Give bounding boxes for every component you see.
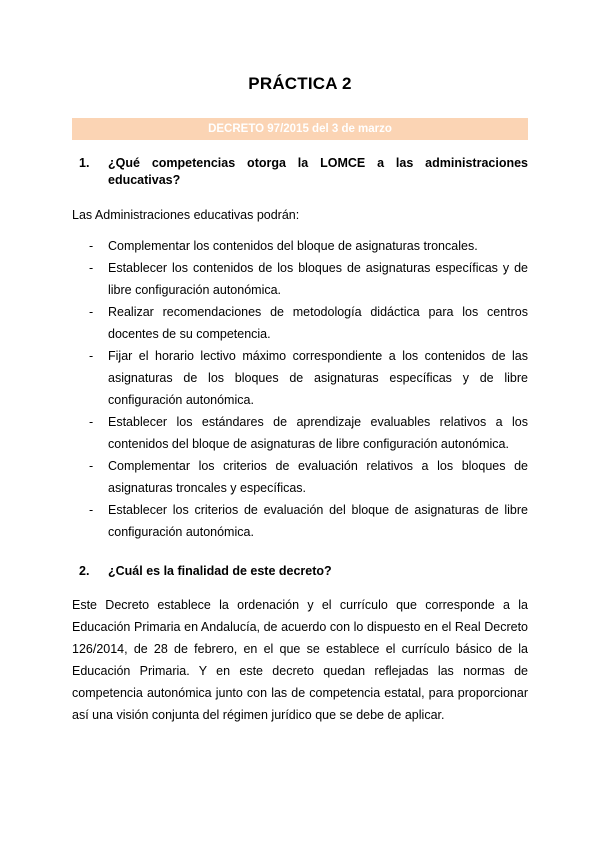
- bullet-dash: -: [89, 503, 94, 517]
- bullet-dash: -: [89, 261, 94, 275]
- list-item: [72, 301, 528, 345]
- list-item: [72, 499, 528, 543]
- list-item-text: Establecer los criterios de evaluación del bloque de asignaturas de libre configuración autonómica.: [108, 503, 528, 539]
- question-2-number: 2.: [79, 564, 90, 578]
- competencies-list: [72, 235, 528, 543]
- bullet-dash: -: [89, 349, 94, 363]
- intro-text: Las Administraciones educativas podrán:: [72, 208, 300, 222]
- bullet-dash: -: [89, 239, 94, 253]
- question-2: [72, 563, 528, 580]
- bullet-dash: -: [89, 305, 94, 319]
- list-item-text: Establecer los contenidos de los bloques de asignaturas específicas y de libre configuración autonómica.: [108, 261, 528, 297]
- decree-banner: DECRETO 97/2015 del 3 de marzo: [72, 118, 528, 140]
- answer-2-text: Este Decreto establece la ordenación y el currículo que corresponde a la Educación Primaria en Andalucía, de acuerdo con lo dispuesto en el Real Decreto 126/2014, de 28 de febrero, en el que se establece el currículo básico de la Educación Primaria. Y en este decreto quedan reflejadas las normas de competencia autonómica junto con las de competencia estatal, para proporcionar así una visión conjunta del régimen jurídico que se debe de aplicar.: [72, 598, 528, 722]
- question-1: [72, 155, 528, 189]
- question-1-text: ¿Qué competencias otorga la LOMCE a las administraciones educativas?: [108, 156, 528, 187]
- list-item: [72, 345, 528, 411]
- list-item-text: Complementar los criterios de evaluación relativos a los bloques de asignaturas troncales y específicas.: [108, 459, 528, 495]
- page-title: PRÁCTICA 2: [248, 74, 352, 93]
- bullet-dash: -: [89, 459, 94, 473]
- list-item-text: Realizar recomendaciones de metodología didáctica para los centros docentes de su competencia.: [108, 305, 528, 341]
- list-item-text: Fijar el horario lectivo máximo correspondiente a los contenidos de las asignaturas de los bloques de asignaturas específicas y de libre configuración autonómica.: [108, 349, 528, 407]
- list-item: [72, 235, 528, 257]
- list-item: [72, 257, 528, 301]
- list-item: [72, 455, 528, 499]
- list-item: [72, 411, 528, 455]
- bullet-dash: -: [89, 415, 94, 429]
- list-item-text: Establecer los estándares de aprendizaje evaluables relativos a los contenidos del bloque de asignaturas de libre configuración autonómica.: [108, 415, 528, 451]
- list-item-text: Complementar los contenidos del bloque de asignaturas troncales.: [108, 239, 478, 253]
- question-2-text: ¿Cuál es la finalidad de este decreto?: [108, 564, 332, 578]
- question-1-number: 1.: [79, 156, 90, 170]
